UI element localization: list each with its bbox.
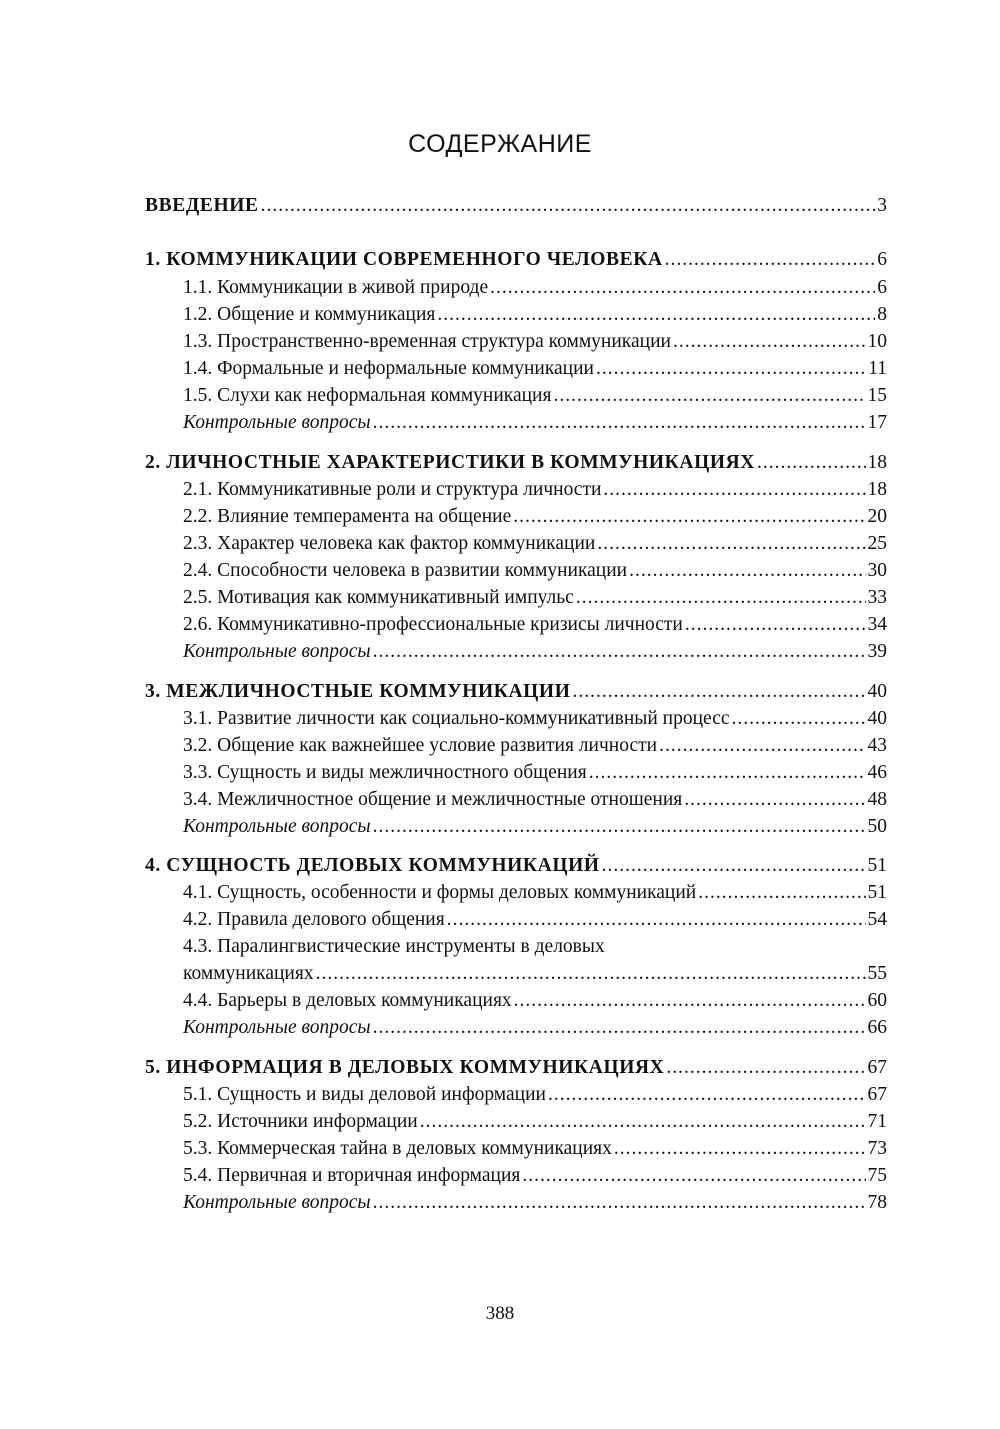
toc-section-2-4[interactable] (145, 558, 887, 584)
toc-page-number: 15 (867, 385, 887, 406)
toc-page-number: 34 (867, 614, 887, 635)
toc-label: 1.2. Общение и коммуникация (183, 304, 436, 325)
toc-label: 3. МЕЖЛИЧНОСТНЫЕ КОММУНИКАЦИИ (145, 681, 571, 702)
toc-page-number: 54 (867, 909, 887, 930)
toc-label: 2.3. Характер человека как фактор коммуникации (183, 533, 596, 554)
dot-leader (589, 760, 866, 786)
dot-leader (673, 329, 866, 355)
toc-questions-2[interactable] (145, 639, 887, 665)
toc-page-number: 51 (867, 882, 887, 903)
dot-leader (572, 679, 865, 705)
toc-label: 5.3. Коммерческая тайна в деловых коммуникациях (183, 1138, 612, 1159)
toc-label: ВВЕДЕНИЕ (145, 195, 259, 216)
toc-page-number: 18 (867, 452, 887, 473)
toc-page-number: 75 (867, 1165, 887, 1186)
toc-questions-3[interactable] (145, 814, 887, 840)
dot-leader (596, 356, 866, 382)
toc-page-number: 11 (868, 358, 887, 379)
page-title: СОДЕРЖАНИЕ (408, 130, 592, 158)
toc-page-number: 25 (867, 533, 887, 554)
toc-section-2-5[interactable] (145, 585, 887, 611)
toc-label: 5.1. Сущность и виды деловой информации (183, 1084, 546, 1105)
dot-leader (437, 302, 875, 328)
toc-section-1-1[interactable] (145, 275, 887, 301)
toc-label: Контрольные вопросы (183, 641, 371, 662)
dot-leader (698, 880, 865, 906)
toc-section-1-5[interactable] (145, 383, 887, 409)
toc-section-2-3[interactable] (145, 531, 887, 557)
dot-leader (373, 1015, 866, 1041)
dot-leader (420, 1109, 866, 1135)
toc-page-number: 78 (867, 1192, 887, 1213)
toc-label: 1.3. Пространственно-временная структура коммуникации (183, 331, 671, 352)
toc-section-1-3[interactable] (145, 329, 887, 355)
toc-page-number: 6 (877, 249, 887, 270)
toc-page-number: 30 (867, 560, 887, 581)
toc-label: Контрольные вопросы (183, 412, 371, 433)
toc-section-5-2[interactable] (145, 1109, 887, 1135)
toc-section-1-2[interactable] (145, 302, 887, 328)
dot-leader (684, 787, 865, 813)
toc-questions-1[interactable] (145, 410, 887, 436)
toc-label: 5. ИНФОРМАЦИЯ В ДЕЛОВЫХ КОММУНИКАЦИЯХ (145, 1057, 665, 1078)
toc-page-number: 8 (877, 304, 887, 325)
toc-label: Контрольные вопросы (183, 1017, 371, 1038)
toc-label: 4.1. Сущность, особенности и формы деловых коммуникаций (183, 882, 697, 903)
dot-leader (576, 585, 866, 611)
toc-label: 3.1. Развитие личности как социально-коммуникативный процесс (183, 708, 730, 729)
toc-label: 2. ЛИЧНОСТНЫЕ ХАРАКТЕРИСТИКИ В КОММУНИКАЦИЯХ (145, 452, 755, 473)
dot-leader (373, 1190, 866, 1216)
toc-page-number: 48 (867, 789, 887, 810)
toc-label: 2.2. Влияние темперамента на общение (183, 506, 512, 527)
dot-leader (447, 907, 866, 933)
dot-leader (685, 612, 866, 638)
toc-page-number: 3 (877, 195, 887, 216)
dot-leader (614, 1136, 866, 1162)
dot-leader (490, 275, 875, 301)
toc-label: 5.2. Источники информации (183, 1111, 418, 1132)
toc-page-number: 50 (867, 816, 887, 837)
toc-label: 3.4. Межличностное общение и межличностные отношения (183, 789, 683, 810)
toc-section-3-2[interactable] (145, 733, 887, 759)
toc-section-3-4[interactable] (145, 787, 887, 813)
toc-page-number: 10 (867, 331, 887, 352)
dot-leader (597, 531, 865, 557)
toc-page-number: 60 (867, 990, 887, 1011)
toc-label: Контрольные вопросы (183, 816, 371, 837)
toc-page-number: 40 (867, 681, 887, 702)
dot-leader (316, 961, 866, 987)
toc-page-number: 17 (867, 412, 887, 433)
toc-label: 4. СУЩНОСТЬ ДЕЛОВЫХ КОММУНИКАЦИЙ (145, 855, 600, 876)
dot-leader (603, 477, 865, 503)
toc-questions-5[interactable] (145, 1190, 887, 1216)
toc-section-5-1[interactable] (145, 1082, 887, 1108)
page-number: 388 (485, 1303, 515, 1324)
dot-leader (513, 504, 865, 530)
toc-label: 4.4. Барьеры в деловых коммуникациях (183, 990, 512, 1011)
toc-page-number: 46 (867, 762, 887, 783)
toc-label: 4.2. Правила делового общения (183, 909, 445, 930)
toc-label: 1.1. Коммуникации в живой природе (183, 277, 489, 298)
toc-label: Контрольные вопросы (183, 1192, 371, 1213)
toc-page-number: 67 (867, 1084, 887, 1105)
toc-label: 4.3. Паралингвистические инструменты в деловых (183, 936, 605, 957)
toc-page-number: 20 (867, 506, 887, 527)
dot-leader (666, 1055, 865, 1081)
toc-label: 2.5. Мотивация как коммуникативный импульс (183, 587, 574, 608)
toc-label: 1. КОММУНИКАЦИИ СОВРЕМЕННОГО ЧЕЛОВЕКА (145, 249, 663, 270)
toc-section-2-6[interactable] (145, 612, 887, 638)
toc-label: 2.4. Способности человека в развитии коммуникации (183, 560, 628, 581)
toc-page-number: 71 (867, 1111, 887, 1132)
toc-page-number: 33 (867, 587, 887, 608)
toc-section-3-3[interactable] (145, 760, 887, 786)
toc-section-2-2[interactable] (145, 504, 887, 530)
dot-leader (553, 383, 865, 409)
toc-chapter-3[interactable] (145, 679, 887, 705)
toc-label: 2.6. Коммуникативно-профессиональные кризисы личности (183, 614, 683, 635)
dot-leader (659, 733, 865, 759)
toc-chapter-5[interactable] (145, 1055, 887, 1081)
toc-page-number: 39 (867, 641, 887, 662)
toc-page-number: 40 (867, 708, 887, 729)
dot-leader (602, 853, 866, 879)
toc-section-4-2[interactable] (145, 907, 887, 933)
toc-chapter-2[interactable] (145, 450, 887, 476)
toc-page-number: 66 (867, 1017, 887, 1038)
toc-entry-intro[interactable] (145, 193, 887, 219)
toc-label: 3.3. Сущность и виды межличностного общения (183, 762, 587, 783)
toc-section-4-3[interactable] (145, 934, 887, 960)
toc-label: 1.5. Слухи как неформальная коммуникация (183, 385, 552, 406)
dot-leader (665, 247, 876, 273)
toc-section-4-4[interactable] (145, 988, 887, 1014)
dot-leader (629, 558, 865, 584)
dot-leader (373, 639, 866, 665)
toc-label: 3.2. Общение как важнейшее условие развития личности (183, 735, 658, 756)
toc-page-number: 73 (867, 1138, 887, 1159)
toc-section-4-1[interactable] (145, 880, 887, 906)
toc-page-number: 51 (867, 855, 887, 876)
dot-leader (732, 706, 866, 732)
toc-page-number: 55 (867, 963, 887, 984)
toc-page-number: 18 (867, 479, 887, 500)
toc-questions-4[interactable] (145, 1015, 887, 1041)
dot-leader (522, 1163, 865, 1189)
toc-label: 5.4. Первичная и вторичная информация (183, 1165, 521, 1186)
toc-page-number: 6 (877, 277, 887, 298)
toc-section-4-3-continued[interactable] (145, 961, 887, 987)
toc-section-2-1[interactable] (145, 477, 887, 503)
toc-label: коммуникациях (183, 963, 314, 984)
toc-section-5-4[interactable] (145, 1163, 887, 1189)
dot-leader (548, 1082, 866, 1108)
toc-chapter-1[interactable] (145, 247, 887, 273)
toc-section-3-1[interactable] (145, 706, 887, 732)
toc-label: 2.1. Коммуникативные роли и структура личности (183, 479, 602, 500)
dot-leader (261, 193, 876, 219)
dot-leader (373, 410, 866, 436)
toc-page-number: 67 (867, 1057, 887, 1078)
dot-leader (373, 814, 866, 840)
dot-leader (514, 988, 866, 1014)
toc-section-5-3[interactable] (145, 1136, 887, 1162)
toc-page-number: 43 (867, 735, 887, 756)
toc-chapter-4[interactable] (145, 853, 887, 879)
toc-section-1-4[interactable] (145, 356, 887, 382)
dot-leader (757, 450, 866, 476)
toc-label: 1.4. Формальные и неформальные коммуникации (183, 358, 594, 379)
